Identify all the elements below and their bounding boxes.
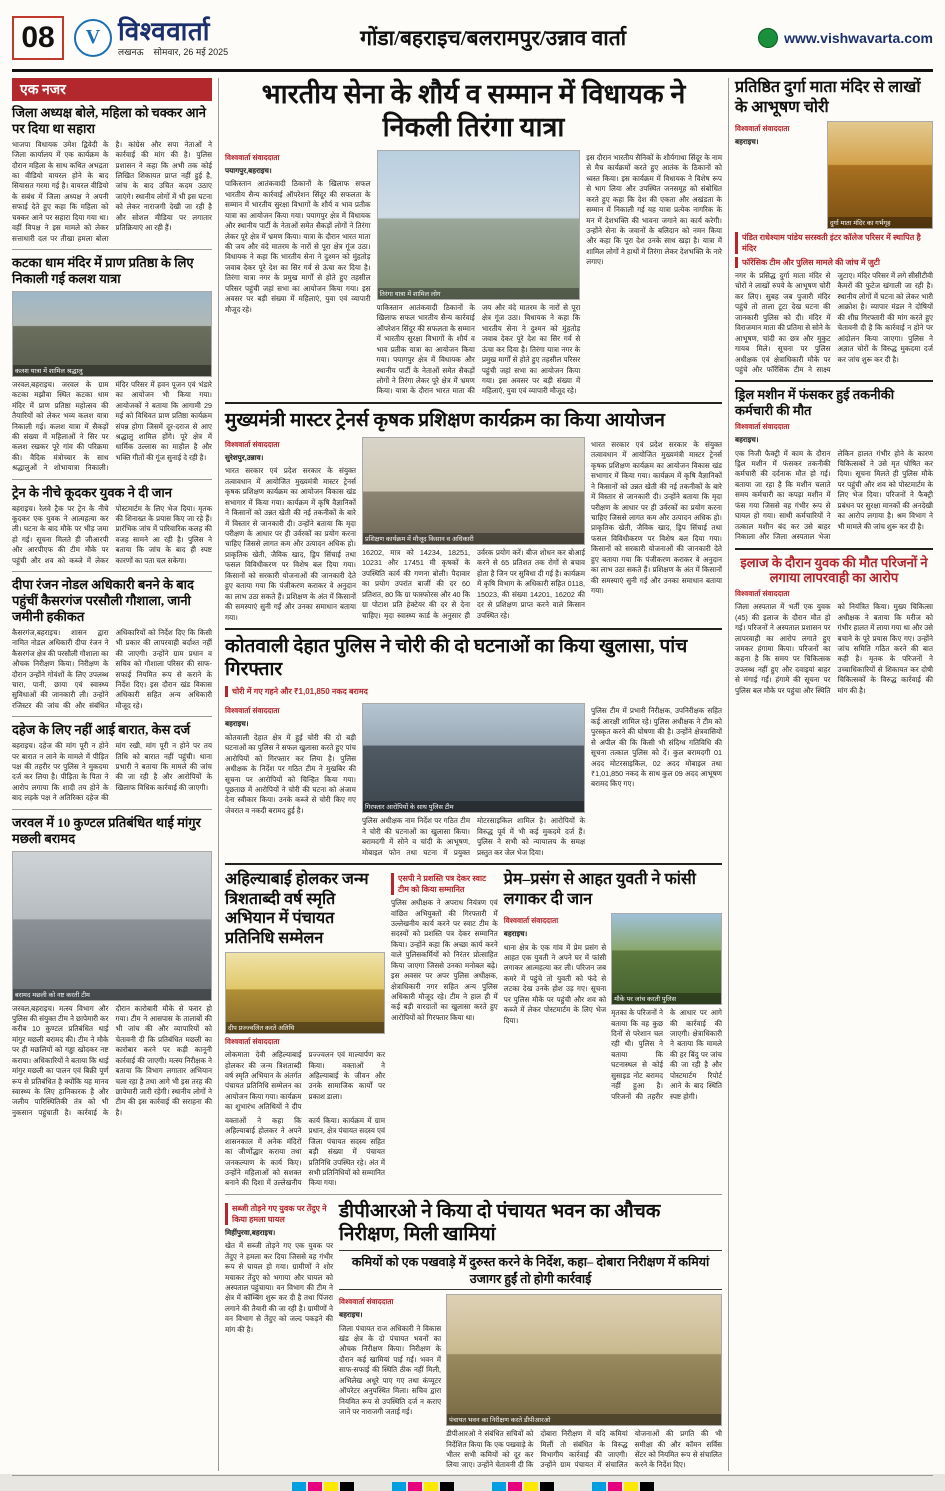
article-body: कैसरगंज,बहराइच। शासन द्वारा नामित नोडल अधिकारी दीपा रंजन ने कैसरगंज क्षेत्र की परसौली गौशाला का औचक निरीक्षण किया। निरीक्षण के दौरान उन्होंने गोवंशों के लिए उपलब्ध चारा, पानी, छाया एवं स्वास्थ्य सुविधाओं की जानकारी ली। उन्होंने रजिस्टर की जांच की और संबंधित अधिकारियों को निर्देश दिए कि किसी भी प्रकार की लापरवाही बर्दाश्त नहीं की जाएगी। उन्होंने ग्राम प्रधान व सचिव को गौशाला परिसर की साफ-सफाई नियमित रूप से कराने के निर्देश दिए। इस दौरान खंड विकास अधिकारी सहित अन्य अधिकारी मौजूद रहे।: [12, 627, 212, 710]
cyan-swatch: [592, 1482, 606, 1491]
headline: ट्रेन के नीचे कूदकर युवक ने दी जान: [12, 484, 172, 500]
headline: कटका धाम मंदिर में प्राण प्रतिष्ठा के लिए निकाली गई कलश यात्रा: [12, 255, 194, 286]
headline: जिला अध्यक्ष बोले, महिला को चक्कर आने पर दिया था सहारा: [12, 105, 206, 136]
crime-article: [225, 635, 722, 858]
dateline: बहराइच।: [735, 137, 759, 147]
website-url: www.vishwavarta.com: [784, 29, 933, 46]
byline: विश्ववार्ता संवाददाता: [225, 439, 280, 449]
headline: कोतवाली देहात पुलिस ने चोरी की दो घटनाओं का किया खुलासा, पांच गिरफ्तार: [225, 635, 688, 681]
headline: भारतीय सेना के शौर्य व सम्मान में विधायक ने निकली तिरंगा यात्रा: [261, 79, 686, 142]
black-swatch: [540, 1482, 554, 1491]
dateline: पयागपुर,बहराइच।: [225, 165, 272, 175]
magenta-swatch: [408, 1482, 422, 1491]
article-photo: [362, 437, 585, 545]
swat-article: [391, 870, 498, 1189]
headline: जरवल में 10 कुण्टल प्रतिबंधित थाई मांगुर मछली बरामद: [12, 814, 201, 846]
article-body: थाना क्षेत्र के एक गांव में प्रेम प्रसंग से आहत एक युवती ने अपने घर में फांसी लगाकर आत्महत्या कर ली। परिजन जब कमरे में पहुंचे तो युवती को फंदे से लटका देख उनके होश उड़ गए। सूचना पर पुलिस मौके पर पहुंची और शव को कब्जे में लेकर पोस्टमार्टम के लिए भेज दिया।: [503, 942, 607, 1025]
article-brief-6: [12, 815, 212, 1119]
article-body-right: पुलिस टीम में प्रभारी निरीक्षक, उपनिरीक्षक सहित कई आरक्षी शामिल रहे। पुलिस अधीक्षक ने टीम को पुरस्कृत करने की घोषणा की है। उन्होंने क्षेत्रवासियों से अपील की कि किसी भी संदिग्ध गतिविधि की सूचना तत्काल पुलिस को दें। कुल बरामदगी 01 अदद मोटरसाइकिल, 02 अदद मोबाइल तथा ₹1,01,850 नकद के साथ कुल 09 अदद आभूषण बरामद किए गए।: [591, 706, 722, 789]
article-body: भारत सरकार एवं प्रदेश सरकार के संयुक्त तत्वावधान में आयोजित मुख्यमंत्री मास्टर ट्रेनर्स कृषक प्रशिक्षण कार्यक्रम का आयोजन विकास खंड सभागार में किया गया। कार्यक्रम में कृषि वैज्ञानिकों ने किसानों को उन्नत खेती की नई तकनीकों के बारे में विस्तार से जानकारी दी। उन्होंने बताया कि मृदा परीक्षण के आधार पर ही उर्वरकों का प्रयोग करना चाहिए जिससे लागत कम और उत्पादन अधिक हो। प्राकृतिक खेती, जैविक खाद, ड्रिप सिंचाई तथा फसल विविधीकरण पर विशेष बल दिया गया। किसानों को सरकारी योजनाओं की जानकारी देते हुए बताया गया कि पंजीकरण कराकर वे अनुदान का लाभ उठा सकते हैं। प्रशिक्षण के अंत में किसानों की समस्याएं सुनी गईं और उनका समाधान बताया गया।: [225, 466, 356, 622]
dateline: सुरेशपुर,उन्नाव।: [225, 452, 264, 462]
logo-icon: V: [74, 19, 112, 57]
yellow-swatch: [524, 1482, 538, 1491]
ahilya-article: [225, 870, 385, 1189]
article-photo: [446, 1294, 722, 1426]
article-body: एक निजी फैक्ट्री में काम के दौरान ड्रिल मशीन में फंसकर तकनीकी कर्मचारी की दर्दनाक मौत हो गई। बताया जा रहा है कि मशीन चलाते समय कर्मचारी का कपड़ा मशीन में फंस गया जिससे वह गंभीर रूप से घायल हो गया। साथी कर्मचारियों ने तत्काल मशीन बंद कर उसे बाहर निकाला और जिला अस्पताल भेजा लेकिन हालत गंभीर होने के कारण चिकित्सकों ने उसे मृत घोषित कर दिया। सूचना मिलते ही पुलिस मौके पर पहुंची और शव को पोस्टमार्टम के लिए भेज दिया। परिजनों ने फैक्ट्री प्रबंधन पर सुरक्षा मानकों की अनदेखी का आरोप लगाया है। श्रम विभाग ने भी मामले की जांच शुरू कर दी है।: [735, 448, 933, 542]
publication-title: विश्ववार्ता: [118, 16, 210, 46]
article-body-continued: पाकिस्तान आतंकवादी ठिकानों के खिलाफ सफल भारतीय सैन्य कार्रवाई ऑपरेशन सिंदूर की सफलता के सम्मान में भारतीय सुरक्षा विभागों के शौर्य व भाव प्रतीक यात्रा का आयोजन किया गया। पयागपुर क्षेत्र में विधायक और स्थानीय पार्टी के नेताओं समेत सैकड़ों लोगों ने तिरंगा लेकर पूरे क्षेत्र में भ्रमण किया। यात्रा के दौरान भारत माता की जय और वंदे मातरम के नारों से पूरा क्षेत्र गूंज उठा। विधायक ने कहा कि भारतीय सेना ने दुश्मन को मुंहतोड़ जवाब देकर पूरे देश का सिर गर्व से ऊंचा कर दिया है। तिरंगा यात्रा नगर के प्रमुख मार्गों से होते हुए तहसील परिसर पहुंची जहां सभा का आयोजन किया गया। इस अवसर पर बड़ी संख्या में महिलाएं, युवा एवं व्यापारी मौजूद रहे।: [376, 302, 581, 396]
edition-date: सोमवार, 26 मई 2025: [153, 46, 229, 57]
byline: विश्ववार्ता संवाददाता: [225, 1037, 280, 1047]
article-brief-4: [12, 577, 212, 711]
article-photo: [12, 291, 212, 377]
bullet-1: पंडित राधेश्याम पांडेय सरस्वती इंटर कॉलेज परिसर में स्थापित है मंदिर: [735, 232, 933, 254]
article-body-right: इस दौरान भारतीय सैनिकों के शौर्यगाथा सिंदूर के नाम से मैच कार्यक्रमों करते हुए आतंक के ठिकानों को ध्वस्त किया। इस कार्यक्रम में विधायक ने विशेष रूप से भाग लिया और उपस्थित जनसमूह को संबोधित करते हुए कहा कि देश की एकता और अखंडता के सम्मान में निकाली गई यह यात्रा प्रत्येक नागरिक के मन में देशभक्ति की भावना जगाने का कार्य करेगी। उन्होंने सेना के जवानों के बलिदान को नमन किया और कहा कि पूरा देश उनके साथ खड़ा है। यात्रा में शामिल लोगों ने हाथों में तिरंगा लेकर देशभक्ति के नारे लगाए।: [586, 152, 722, 267]
article-body-continued: पुलिस अधीक्षक नाम निर्देश पर गठित टीम ने चोरी की घटनाओं का खुलासा किया। बरामदगी में सोने व चांदी के आभूषण, मोबाइल फोन तथा घटना में प्रयुक्त मोटरसाइकिल शामिल है। आरोपियों के विरुद्ध पूर्व में भी कई मुकदमे दर्ज हैं। पुलिस ने सभी को न्यायालय के समक्ष प्रस्तुत कर जेल भेज दिया।: [361, 816, 586, 857]
article-brief-5: [12, 722, 212, 803]
byline: विश्ववार्ता संवाददाता: [735, 124, 790, 134]
yellow-swatch: [424, 1482, 438, 1491]
byline: विश्ववार्ता संवाददाता: [503, 916, 559, 926]
byline: विश्ववार्ता संवाददाता: [339, 1297, 394, 1307]
headline: प्रतिष्ठित दुर्गा माता मंदिर से लाखों के आभूषण चोरी: [735, 79, 921, 116]
page-title: गोंडा/बहराइच/बलरामपुर/उन्नाव वार्ता: [360, 25, 627, 50]
photo-caption: दुर्गा माता मंदिर का गर्भगृह: [828, 217, 932, 228]
article-body: भाजपा विधायक उमेश द्विवेदी के जिला कार्यालय में एक कार्यक्रम के दौरान महिला के साथ कथित अभद्रता का वीडियो वायरल होने के बाद सियासत गरमा गई है। वायरल वीडियो के सबंध में जिला अध्यक्ष ने अपनी सफाई देते हुए कहा कि महिला को चक्कर आने पर सहारा दिया गया था। वहीं विपक्ष ने इस मामले को लेकर सत्ताधारी दल पर तीखा हमला बोला है। कांग्रेस और सपा नेताओं ने कार्रवाई की मांग की है। पुलिस प्रशासन ने कहा कि अभी तक कोई लिखित शिकायत प्राप्त नहीं हुई है, जांच के बाद उचित कदम उठाए जाएंगे। स्थानीय लोगों में भी इस घटना को लेकर नाराजगी देखी जा रही है और सोशल मीडिया पर लगातार प्रतिक्रियाएं आ रही हैं।: [12, 139, 212, 243]
byline: विश्ववार्ता संवाददाता: [735, 422, 790, 432]
dateline: बहराइच।: [503, 929, 528, 939]
section-label: एक नजर: [12, 78, 212, 101]
magenta-swatch: [608, 1482, 622, 1491]
dateline: बहराइच।: [735, 435, 759, 445]
cmyk-group: [292, 1482, 354, 1491]
article-body: जरवल,बहराइच। जरवल के ग्राम कटका मझौवा स्थित कटका धाम मंदिर में प्राण प्रतिष्ठा महोत्सव की तैयारियों को लेकर भव्य कलश यात्रा निकाली गई। कलश यात्रा में सैकड़ों की संख्या में महिलाओं ने सिर पर कलश रखकर पूरे गांव की परिक्रमा की। वैदिक मंत्रोच्चार के साथ श्रद्धालुओं ने शोभायात्रा निकाली। मंदिर परिसर में हवन पूजन एवं भंडारे का आयोजन भी किया गया। आयोजकों ने बताया कि आगामी 29 मई को विधिवत प्राण प्रतिष्ठा कार्यक्रम संपन्न होगा जिसमें दूर-दराज से आए श्रद्धालु शामिल होंगे। पूरे क्षेत्र में धार्मिक उल्लास का माहौल है और भक्ति गीतों की गूंज सुनाई दे रही है।: [12, 379, 212, 473]
article-body-right: भारत सरकार एवं प्रदेश सरकार के संयुक्त तत्वावधान में आयोजित मुख्यमंत्री मास्टर ट्रेनर्स कृषक प्रशिक्षण कार्यक्रम का आयोजन विकास खंड सभागार में किया गया। कार्यक्रम में कृषि वैज्ञानिकों ने किसानों को उन्नत खेती की नई तकनीकों के बारे में विस्तार से जानकारी दी। उन्होंने बताया कि मृदा परीक्षण के आधार पर ही उर्वरकों का प्रयोग करना चाहिए जिससे लागत कम और उत्पादन अधिक हो। प्राकृतिक खेती, जैविक खाद, ड्रिप सिंचाई तथा फसल विविधीकरण पर विशेष बल दिया गया। किसानों को सरकारी योजनाओं की जानकारी देते हुए बताया गया कि पंजीकरण कराकर वे अनुदान का लाभ उठा सकते हैं। प्रशिक्षण के अंत में किसानों की समस्याएं सुनी गईं और उनका समाधान बताया गया।: [591, 439, 722, 596]
article-photo: [362, 703, 585, 813]
kicker: सब्जी तोड़ने गए युवक पर तेंदुए ने किया हमला घायल: [225, 1203, 333, 1225]
article-body-continued: 16202, मात्र को 14234, 18251, 10231 और 17451 मी कृषकों के उपस्थिति कार्य की गणना बोली। पैदावार का प्रयोग उपरांत बाजीं की दर 60 प्रतिशत, 80 कि ग्रा फास्फोरस और 40 कि ग्रा पोटाश प्रति हेक्टेयर की दर से देना चाहिए। मृदा स्वास्थ्य कार्ड के अनुसार ही उर्वरक प्रयोग करें। बीज शोधन कर बोआई करने से 65 प्रतिशत तक रोगों से बचाव होता है जिन पर सुविधा दी गई है। कार्यक्रम में कृषि विभाग के अधिकारी सहित 0118, 15023, की संख्या 14201, 16202 की दर से प्रशिक्षण प्राप्त करने वाले किसान उपस्थित रहे।: [361, 547, 586, 620]
headline: ड्रिल मशीन में फंसकर हुई तकनीकी कर्मचारी की मौत: [735, 387, 895, 419]
article-photo: [827, 121, 933, 229]
article-body: पुलिस अधीक्षक ने अपराध नियंत्रण एवं वांछित अभियुक्तों की गिरफ्तारी में उल्लेखनीय कार्य करने पर स्वाट टीम के सदस्यों को प्रशस्ति पत्र देकर सम्मानित किया। उन्होंने कहा कि अच्छा कार्य करने वाले पुलिसकर्मियों को निरंतर प्रोत्साहित किया जाएगा जिससे उनका मनोबल बढ़े। इस अवसर पर अपर पुलिस अधीक्षक, क्षेत्राधिकारी नगर सहित अन्य पुलिस अधिकारी मौजूद रहे। टीम ने हाल ही में कई बड़ी वारदातों का खुलासा करते हुए आरोपियों को गिरफ्तार किया था।: [391, 898, 498, 1022]
article-photo: [12, 851, 212, 1001]
cyan-swatch: [292, 1482, 306, 1491]
article-brief-2: [12, 255, 212, 474]
bottom-row-bottom: [225, 1200, 722, 1471]
article-body: जिला पंचायत राज अधिकारी ने विकास खंड क्षेत्र के दो पंचायत भवनों का औचक निरीक्षण किया। निरीक्षण के दौरान कई खामियां पाई गईं। भवन में साफ-सफाई की स्थिति ठीक नहीं मिली, अभिलेख अधूरे पाए गए तथा कंप्यूटर ऑपरेटर अनुपस्थित मिला। सचिव द्वारा नियमित रूप से उपस्थिति दर्ज न कराए जाने पर नाराजगी जताई गई।: [339, 1323, 442, 1417]
article-body: कोतवाली देहात क्षेत्र में हुई चोरी की दो बड़ी घटनाओं का पुलिस ने सफल खुलासा करते हुए पांच आरोपियों को गिरफ्तार कर लिया है। पुलिस अधीक्षक के निर्देश पर गठित टीम ने मुखबिर की सूचना पर आरोपियों को चिन्हित किया गया। पूछताछ में आरोपियों ने चोरी की घटना को अंजाम देना स्वीकार किया। उनके कब्जे से चोरी किए गए जेवरात व नकदी बरामद हुई है।: [225, 732, 356, 815]
training-article: [225, 409, 722, 623]
bottom-row-top: [225, 870, 722, 1189]
cmyk-group: [492, 1482, 554, 1491]
yellow-swatch: [324, 1482, 338, 1491]
dateline: मिहींपुरवा,बहराइच।: [225, 1227, 276, 1237]
masthead: [12, 10, 933, 72]
headline: मुख्यमंत्री मास्टर ट्रेनर्स कृषक प्रशिक्षण कार्यक्रम का किया आयोजन: [225, 409, 665, 431]
article-body: बहराइच। रेलवे ट्रैक पर ट्रेन के नीचे कूदकर एक युवक ने आत्महत्या कर ली। घटना के बाद मौके पर भीड़ जमा हो गई। सूचना मिलते ही जीआरपी और आरपीएफ की टीम मौके पर पहुंची और शव को कब्जे में लेकर पोस्टमार्टम के लिए भेज दिया। मृतक की शिनाख्त के प्रयास किए जा रहे हैं। प्रारंभिक जांच में पारिवारिक कलह की वजह सामने आ रही है। पुलिस ने बताया कि जांच के बाद ही स्पष्ट कारणों का पता चल सकेगा।: [12, 503, 212, 565]
kicker: एसपी ने प्रशस्ति पत्र देकर स्वाट टीम को किया सम्मानित: [391, 873, 498, 895]
article-body: पाकिस्तान आतंकवादी ठिकानों के खिलाफ सफल भारतीय सैन्य कार्रवाई ऑपरेशन सिंदूर की सफलता के सम्मान में भारतीय सुरक्षा विभागों के शौर्य व भाव प्रतीक यात्रा का आयोजन किया गया। पयागपुर क्षेत्र में विधायक और स्थानीय पार्टी के नेताओं समेत सैकड़ों लोगों ने तिरंगा लेकर पूरे क्षेत्र में भ्रमण किया। यात्रा के दौरान भारत माता की जय और वंदे मातरम के नारों से पूरा क्षेत्र गूंज उठा। विधायक ने कहा कि भारतीय सेना ने दुश्मन को मुंहतोड़ जवाब देकर पूरे देश का सिर गर्व से ऊंचा कर दिया है। तिरंगा यात्रा नगर के प्रमुख मार्गों से होते हुए तहसील परिसर पहुंची जहां सभा का आयोजन किया गया। इस अवसर पर बड़ी संख्या में महिलाएं, युवा एवं व्यापारी मौजूद रहे।: [225, 179, 371, 314]
hospital-negligence-article: [735, 555, 933, 697]
headline: दहेज के लिए नहीं आई बारात, केस दर्ज: [12, 722, 191, 738]
suicide-article: [504, 870, 722, 1189]
article-photo: [225, 952, 385, 1034]
temple-theft-article: [735, 78, 933, 375]
byline: विश्ववार्ता संवाददाता: [225, 152, 280, 162]
cyan-swatch: [392, 1482, 406, 1491]
center-column: [218, 78, 722, 1471]
photo-caption: कलश यात्रा में शामिल श्रद्धालु: [13, 365, 211, 376]
article-body: बहराइच। दहेज की मांग पूरी न होने पर बारात न लाने के मामले में पीड़ित पक्ष की तहरीर पर पुलिस ने मुकदमा दर्ज कर लिया है। पीड़िता के पिता ने आरोप लगाया कि शादी तय होने के बाद लड़के पक्ष ने अतिरिक्त दहेज की मांग रखी, मांग पूरी न होने पर तय तिथि को बारात नहीं पहुंची। थाना प्रभारी ने बताया कि मामले की जांच की जा रही है और आरोपियों के खिलाफ विधिक कार्रवाई की जाएगी।: [12, 741, 212, 803]
bullet-2: फॉरेंसिक टीम और पुलिस मामले की जांच में जुटी: [735, 257, 933, 268]
article-photo: [377, 150, 581, 300]
dpro-article: [339, 1200, 722, 1471]
cmyk-group: [592, 1482, 654, 1491]
lead-article: [225, 78, 722, 397]
drill-accident-article: [735, 387, 933, 542]
dateline: बहराइच।: [339, 1310, 363, 1320]
article-photo: [611, 913, 722, 1005]
photo-caption: दीप प्रज्ज्वलित करते अतिथि: [226, 1022, 384, 1033]
dateline: बहराइच।: [225, 719, 249, 729]
article-body: जिला अस्पताल में भर्ती एक युवक (45) की इलाज के दौरान मौत हो गई। परिजनों ने अस्पताल प्रशासन पर लापरवाही का आरोप लगाते हुए जमकर हंगामा किया। परिजनों का कहना है कि समय पर चिकित्सक उपलब्ध नहीं हुए और दवाइयां बाहर से मंगाई गईं। हंगामे की सूचना पर पुलिस बल मौके पर पहुंचा और स्थिति को नियंत्रित किया। मुख्य चिकित्सा अधीक्षक ने बताया कि मरीज को गंभीर हालत में लाया गया था और उसे बचाने के पूरे प्रयास किए गए। उन्होंने जांच समिति गठित करने की बात कही है। मृतक के परिजनों ने उच्चाधिकारियों से शिकायत कर दोषी चिकित्सकों के विरुद्ध कार्रवाई की मांग की है।: [735, 602, 933, 695]
yellow-swatch: [624, 1482, 638, 1491]
photo-caption: प्रशिक्षण कार्यक्रम में मौजूद किसान व अधिकारी: [363, 533, 584, 544]
headline: इलाज के दौरान युवक की मौत परिजनों ने लगाया लापरवाही का आरोप: [740, 554, 928, 586]
cmyk-group: [392, 1482, 454, 1491]
article-body-right: डीपीआरओ ने संबंधित सचिवों को निर्देशित किया कि एक पखवाड़े के भीतर सभी कमियों को दूर कर लिया जाए। उन्होंने चेतावनी दी कि दोबारा निरीक्षण में यदि कमियां मिलीं तो संबंधित के विरुद्ध विभागीय कार्रवाई की जाएगी। उन्होंने ग्राम पंचायत में संचालित योजनाओं की प्रगति की भी समीक्षा की और कॉमन सर्विस सेंटर को नियमित रूप से संचालित करने के निर्देश दिए।: [446, 1429, 722, 1470]
photo-caption: पंचायत भवन का निरीक्षण करते डीपीआरओ: [447, 1414, 721, 1425]
left-column: [12, 78, 212, 1471]
article-body-right: वक्ताओं ने कहा कि अहिल्याबाई होलकर ने अपने शासनकाल में अनेक मंदिरों का जीर्णोद्धार कराया तथा जनकल्याण के कार्य किए। उन्होंने महिलाओं को सशक्त बनाने की दिशा में उल्लेखनीय कार्य किया। कार्यक्रम में ग्राम प्रधान, क्षेत्र पंचायत सदस्य एवं जिला पंचायत सदस्य सहित बड़ी संख्या में पंचायत प्रतिनिधि उपस्थित रहे। अंत में सभी प्रतिनिधियों को सम्मानित किया गया।: [225, 1115, 386, 1188]
website-link[interactable]: [758, 28, 933, 48]
black-swatch: [340, 1482, 354, 1491]
article-body: नगर के प्रसिद्ध दुर्गा माता मंदिर से चोरों ने लाखों रुपये के आभूषण चोरी कर लिए। सुबह जब पुजारी मंदिर पहुंचे तो ताला टूटा देख घटना की जानकारी पुलिस को दी। मंदिर में विराजमान माता की प्रतिमा से सोने के आभूषण, चांदी का छत्र और मुकुट गायब मिले। सूचना पर पुलिस अधीक्षक एवं क्षेत्राधिकारी मौके पर पहुंचे और फॉरेंसिक टीम ने साक्ष्य जुटाए। मंदिर परिसर में लगे सीसीटीवी कैमरों की फुटेज खंगाली जा रही है। स्थानीय लोगों में घटना को लेकर भारी आक्रोश है। व्यापार मंडल ने दोषियों की शीघ्र गिरफ्तारी की मांग करते हुए चेतावनी दी है कि कार्रवाई न होने पर आंदोलन किया जाएगा। पुलिस ने अज्ञात चोरों के विरुद्ध मुकदमा दर्ज कर जांच शुरू कर दी है।: [735, 271, 933, 374]
article-body: लोकमाता देवी अहिल्याबाई होलकर की जन्म त्रिशताब्दी वर्ष स्मृति अभियान के अंतर्गत पंचायत प्रतिनिधि सम्मेलन का आयोजन किया गया। कार्यक्रम का शुभारंभ अतिथियों ने दीप प्रज्ज्वलन एवं माल्यार्पण कर किया। वक्ताओं ने अहिल्याबाई के जीवन और उनके सामाजिक कार्यों पर प्रकाश डाला।: [225, 1050, 386, 1112]
photo-caption: तिरंगा यात्रा में शामिल लोग: [378, 288, 580, 299]
cyan-swatch: [492, 1482, 506, 1491]
subhead: कमियों को एक पखवाड़े में दुरुस्त करने के निर्देश, कहा– दोबारा निरीक्षण में कमियां उजागर हुईं तो होगी कार्रवाई: [339, 1250, 722, 1290]
page-number: 08: [12, 16, 64, 60]
byline: विश्ववार्ता संवाददाता: [735, 589, 790, 599]
article-body: खेत में सब्जी तोड़ने गए एक युवक पर तेंदुए ने हमला कर दिया जिससे वह गंभीर रूप से घायल हो गया। ग्रामीणों ने शोर मचाकर तेंदुए को भगाया और घायल को अस्पताल पहुंचाया। वन विभाग की टीम ने क्षेत्र में कॉम्बिंग शुरू कर दी है तथा पिंजरा लगाने की तैयारी की जा रही है। ग्रामीणों ने वन विभाग से तेंदुए को जल्द पकड़ने की मांग की है।: [225, 1241, 334, 1334]
headline: अहिल्याबाई होलकर जन्म त्रिशताब्दी वर्ष स्मृति अभियान में पंचायत प्रतिनिधि सम्मेलन: [225, 871, 369, 947]
article-brief-3: [12, 485, 212, 566]
right-column: [728, 78, 933, 1471]
cmyk-registration-bar: [12, 1482, 933, 1491]
magenta-swatch: [308, 1482, 322, 1491]
globe-icon: [758, 28, 778, 48]
sub-bullet: चोरी में गए गहने और ₹1,01,850 नकद बरामद: [225, 686, 368, 697]
edition-city: लखनऊ: [118, 46, 144, 57]
headline: डीपीआरओ ने किया दो पंचायत भवन का औचक निरीक्षण, मिली खामियां: [339, 1200, 661, 1245]
byline: विश्ववार्ता संवाददाता: [225, 706, 280, 716]
article-body: जरवल,बहराइच। मत्स्य विभाग और पुलिस की संयुक्त टीम ने छापेमारी कर करीब 10 कुण्टल प्रतिबंधित थाई मांगुर मछली बरामद की। टीम ने मौके पर ही मछलियों को गड्ढा खोदकर नष्ट कराया। अधिकारियों ने बताया कि थाई मांगुर मछली का पालन एवं बिक्री पूर्ण रूप से प्रतिबंधित है क्योंकि यह मानव स्वास्थ्य के लिए हानिकारक है और जलीय पारिस्थितिकी तंत्र को भी नुकसान पहुंचाती है। कार्रवाई के दौरान कारोबारी मौके से फरार हो गया। टीम ने आसपास के तालाबों की भी जांच की और व्यापारियों को चेतावनी दी कि प्रतिबंधित मछली का कारोबार करने पर कड़ी कानूनी कार्रवाई की जाएगी। मत्स्य निरीक्षक ने बताया कि विभाग लगातार अभियान चला रहा है तथा आगे भी इस तरह की छापेमारी जारी रहेगी। स्थानीय लोगों ने टीम की इस कार्रवाई की सराहना की है।: [12, 1003, 212, 1117]
article-brief-1: [12, 105, 212, 244]
photo-caption: मौके पर जांच करती पुलिस: [612, 993, 721, 1004]
magenta-swatch: [508, 1482, 522, 1491]
photo-caption: बरामद मछली को नष्ट करती टीम: [13, 989, 211, 1000]
headline: प्रेम–प्रसंग से आहत युवती ने फांसी लगाकर दी जान: [503, 871, 696, 908]
publication-logo: [74, 16, 229, 57]
article-body-right: मृतका के परिजनों ने बताया कि वह कुछ दिनों से परेशान चल रही थी। पुलिस ने बताया कि घटनास्थल से कोई सुसाइड नोट बरामद नहीं हुआ है। परिजनों की तहरीर के आधार पर आगे की कार्रवाई की जाएगी। क्षेत्राधिकारी ने बताया कि मामले की हर बिंदु पर जांच की जा रही है और पोस्टमार्टम रिपोर्ट आने के बाद स्थिति स्पष्ट होगी।: [611, 1008, 722, 1101]
black-swatch: [440, 1482, 454, 1491]
photo-caption: गिरफ्तार आरोपियों के साथ पुलिस टीम: [363, 801, 584, 812]
black-swatch: [640, 1482, 654, 1491]
leopard-attack-article: [225, 1200, 333, 1471]
headline: दीपा रंजन नोडल अधिकारी बनने के बाद पहुंचीं कैसरगंज परसौली गौशाला, जानी जमीनी हकीकत: [12, 577, 194, 624]
